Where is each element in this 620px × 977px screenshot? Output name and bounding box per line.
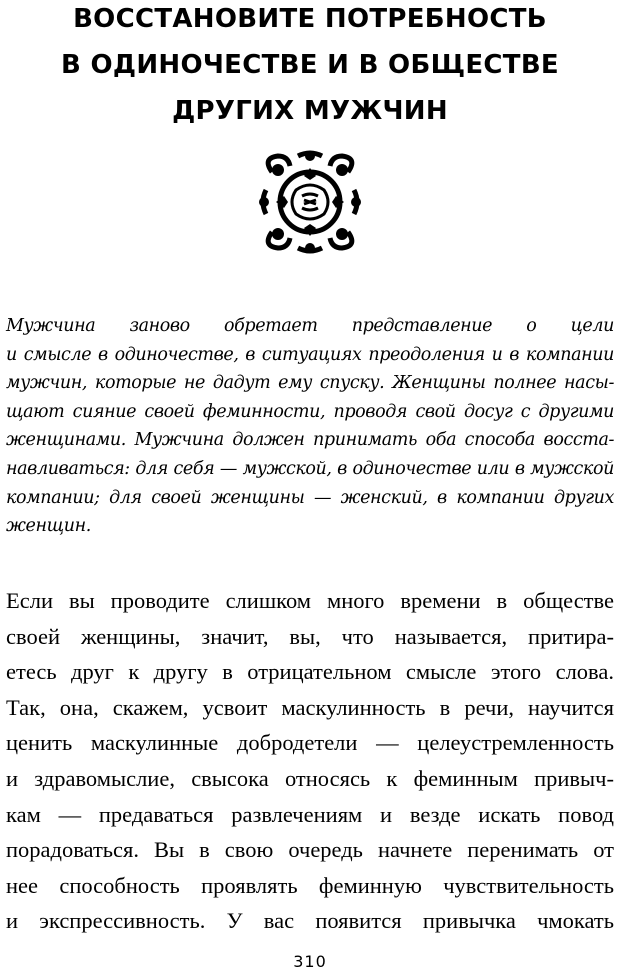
body-text xyxy=(6,583,614,939)
epigraph-line: мужчин, которые не дадут ему спуску. Женщины полнее насы- xyxy=(6,373,614,394)
body-line: и экспрессивность. У вас появится привычка чмокать xyxy=(6,908,614,934)
body-line: ценить маскулинные добродетели — целеустремленность xyxy=(6,730,614,756)
chapter-heading xyxy=(0,0,620,138)
epigraph-line: женщинами. Мужчина должен принимать оба способа восста- xyxy=(6,430,614,451)
heading-line: ДРУГИХ МУЖЧИН xyxy=(172,96,448,126)
epigraph-line: Мужчина заново обретает представление о цели xyxy=(6,316,614,336)
epigraph-line: навливаться: для себя — мужской, в одиночестве или в мужской xyxy=(6,458,614,479)
page-number: 310 xyxy=(293,952,327,971)
decorative-ornament-icon xyxy=(258,150,362,254)
epigraph-line: и смысле в одиночестве, в ситуациях преодоления и в компании xyxy=(6,344,614,365)
body-line: порадоваться. Вы в свою очередь начнете перенимать от xyxy=(6,837,614,863)
epigraph-line: компании; для своей женщины — женский, в компании других xyxy=(6,487,614,508)
body-line: своей женщины, значит, вы, что называется, притира- xyxy=(6,623,614,649)
body-line: нее способность проявлять феминную чувствительность xyxy=(6,872,614,898)
body-line: и здравомыслие, свысока относясь к феминным привыч- xyxy=(6,765,614,791)
body-line: кам — предаваться развлечениям и везде искать повод xyxy=(6,801,614,827)
heading-line: В ОДИНОЧЕСТВЕ И В ОБЩЕСТВЕ xyxy=(61,50,559,80)
heading-line: ВОССТАНОВИТЕ ПОТРЕБНОСТЬ xyxy=(73,4,547,34)
body-line: Если вы проводите слишком много времени в обществе xyxy=(6,588,614,613)
ornament-graphic xyxy=(258,150,362,254)
body-line: етесь друг к другу в отрицательном смысле этого слова. xyxy=(6,659,614,685)
epigraph xyxy=(6,312,614,541)
epigraph-line: женщин. xyxy=(6,516,91,537)
epigraph-line: щают сияние своей феминности, проводя свой досуг с другими xyxy=(6,401,614,422)
body-line: Так, она, скажем, усвоит маскулинность в речи, научится xyxy=(6,694,614,720)
